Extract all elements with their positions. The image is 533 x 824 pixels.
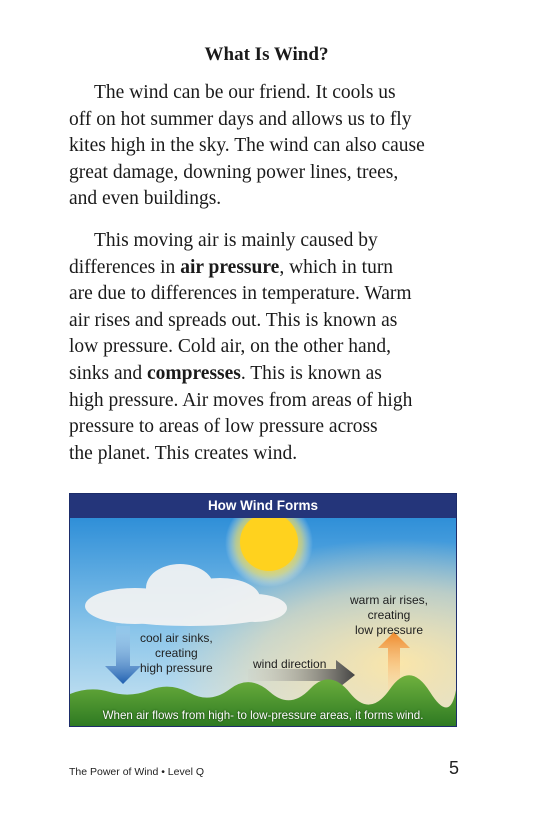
text-run: , which in turn — [279, 256, 394, 278]
book-footer: The Power of Wind • Level Q — [69, 766, 204, 778]
label-line: low pressure — [354, 623, 424, 637]
wind-direction-label: wind direction — [253, 657, 327, 671]
wind-diagram — [69, 493, 457, 727]
text-run: . This is known as — [240, 362, 382, 384]
label-line: high pressure — [140, 661, 213, 675]
term-air-pressure: air pressure — [180, 256, 280, 278]
text-line: and even buildings. — [69, 188, 222, 210]
text-line: low pressure. Cold air, on the other hand, — [69, 336, 391, 358]
text-line: pressure to areas of low pressure across — [69, 416, 378, 438]
label-line: creating — [155, 646, 198, 660]
label-line: warm air rises, — [350, 593, 429, 607]
warm-air-label — [350, 593, 428, 638]
text-line: high pressure. Air moves from areas of high — [69, 389, 413, 411]
text-line: great damage, downing power lines, trees, — [69, 161, 399, 183]
text-line: off on hot summer days and allows us to fly — [69, 108, 412, 130]
text-run: sinks and — [69, 362, 147, 384]
text-line: air rises and spreads out. This is known as — [69, 309, 398, 331]
label-line: cool air sinks, — [140, 631, 213, 645]
page-number: 5 — [448, 758, 459, 778]
label-line: creating — [367, 608, 411, 622]
diagram-caption: When air flows from high- to low-pressure areas, it forms wind. — [102, 709, 424, 722]
text-line — [69, 361, 469, 388]
paragraph-2 — [69, 228, 469, 467]
term-compresses: compresses — [147, 362, 241, 384]
text-line: The wind can be our friend. It cools us — [94, 82, 396, 103]
cool-air-label — [140, 631, 213, 676]
text-line: are due to differences in temperature. Warm — [69, 283, 412, 305]
page-title: What Is Wind? — [204, 44, 329, 65]
diagram-title: How Wind Forms — [70, 494, 456, 518]
text-line — [69, 255, 469, 282]
text-line: kites high in the sky. The wind can also cause — [69, 135, 425, 157]
text-line: This moving air is mainly caused by — [94, 230, 378, 251]
text-line: the planet. This creates wind. — [69, 442, 298, 464]
text-run: differences in — [69, 256, 181, 278]
paragraph-1 — [69, 80, 469, 213]
